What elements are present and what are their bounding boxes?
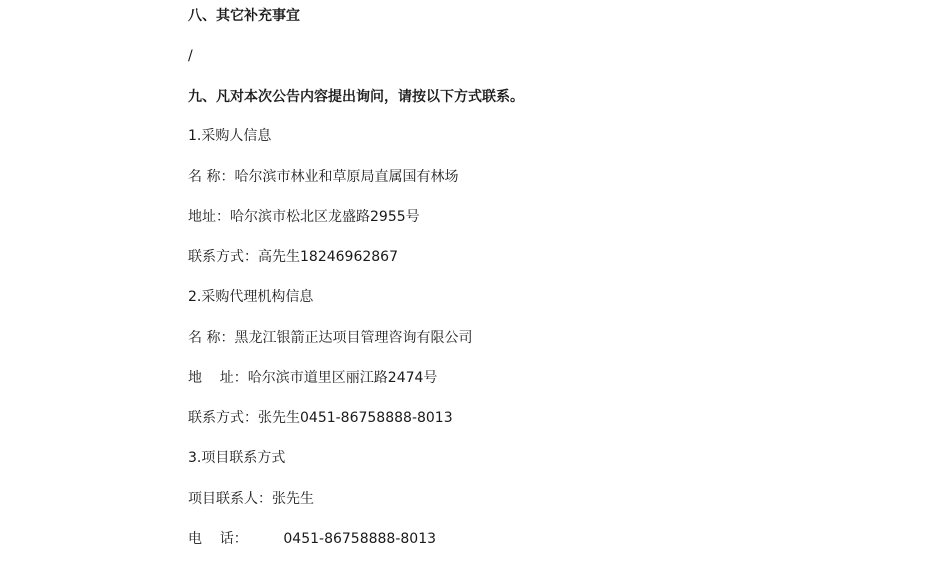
purchaser-info-heading: 1.采购人信息 xyxy=(188,128,272,144)
section-heading-supplementary: 八、其它补充事宜 xyxy=(188,8,300,24)
purchaser-name: 名 称：哈尔滨市林业和草原局直属国有林场 xyxy=(188,169,459,185)
project-phone: 电 话： 0451-86758888-8013 xyxy=(188,531,437,547)
section-heading-contact: 九、凡对本次公告内容提出询问，请按以下方式联系。 xyxy=(188,89,524,105)
supplementary-content: / xyxy=(188,48,193,64)
agency-address: 地 址：哈尔滨市道里区丽江路2474号 xyxy=(188,370,438,386)
agency-name: 名 称：黑龙江银箭正达项目管理咨询有限公司 xyxy=(188,330,473,346)
purchaser-contact: 联系方式：高先生18246962867 xyxy=(188,249,398,265)
agency-info-heading: 2.采购代理机构信息 xyxy=(188,289,314,305)
project-contact-person: 项目联系人：张先生 xyxy=(188,491,314,507)
project-contact-heading: 3.项目联系方式 xyxy=(188,450,286,466)
agency-contact: 联系方式：张先生0451-86758888-8013 xyxy=(188,410,453,426)
purchaser-address: 地址：哈尔滨市松北区龙盛路2955号 xyxy=(188,209,420,225)
